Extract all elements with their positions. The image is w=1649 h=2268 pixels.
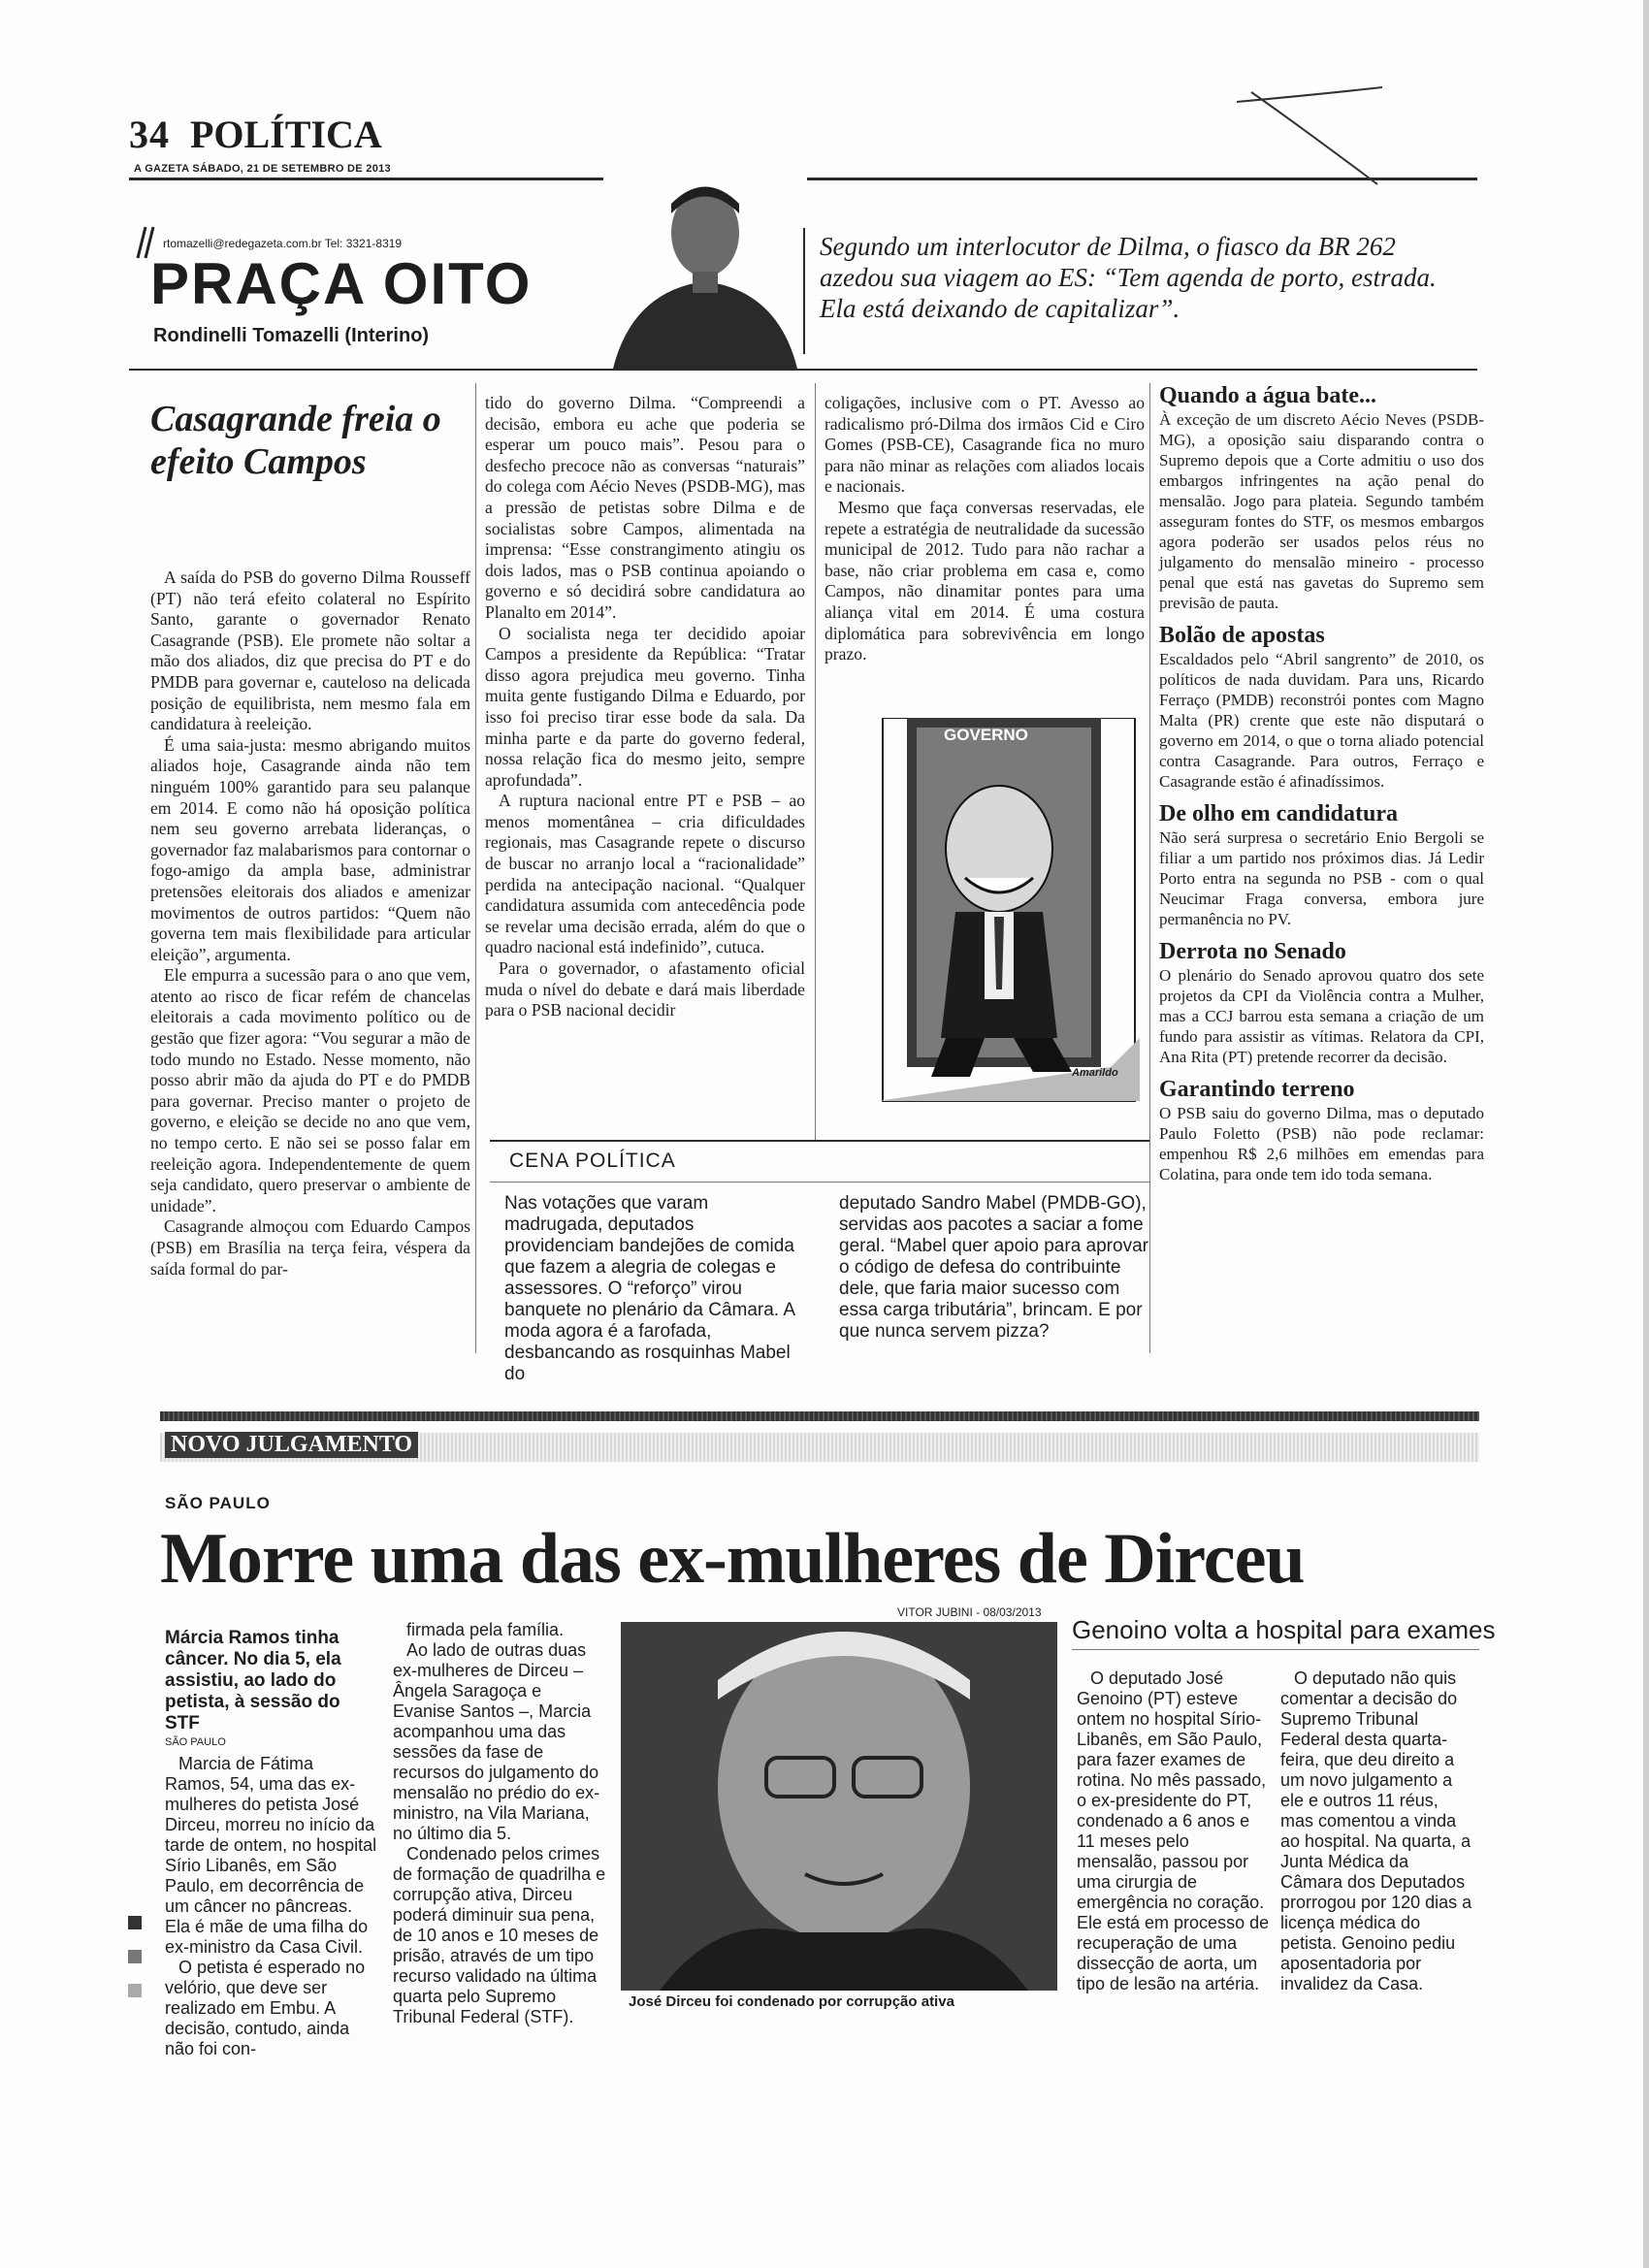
cena-rule	[490, 1182, 1149, 1183]
registration-mark	[128, 1916, 142, 1929]
column-contact: rtomazelli@redegazeta.com.br Tel: 3321-8319	[163, 237, 403, 250]
photo-credit: VITOR JUBINI - 08/03/2013	[897, 1605, 1042, 1619]
sidebar-text: O PSB saiu do governo Dilma, mas o deputado Paulo Foletto (PSB) não pode reclamar: empenhou R$ 2,6 milhões em emendas para Colatina, para onde tem ido toda semana.	[1159, 1104, 1484, 1183]
dirceu-photo	[621, 1622, 1057, 1991]
sidebar-title: Quando a água bate...	[1159, 383, 1377, 408]
paragraph: O socialista nega ter decidido apoiar Campos a presidente da República: “Tratar disso agora prejudica meu governo. Tinha muita gente fustigando Dilma e Eduardo, por isso foi preciso tirar esse bode da sala. Da minha parte e da parte do governo federal, nossa relação fica do mesmo jeito, sempre aprofundada”.	[485, 623, 805, 790]
second-headline: Morre uma das ex-mulheres de Dirceu	[160, 1519, 1305, 1599]
paragraph: coligações, inclusive com o PT. Avesso ao radicalismo pró-Dilma dos irmãos Cid e Ciro Gomes (PSB-CE), Casagrande fica no muro para não minar as relações com aliados locais e nacionais.	[824, 393, 1145, 497]
sidebar-text: À exceção de um discreto Aécio Neves (PSDB-MG), a oposição saiu disparando contra o Supremo depois que a Corte admitiu o uso dos embargos infringentes na ação penal do mensalão. Jogo para plateia. Segundo também asseguram fontes do STF, os mesmos embargos agora poderão ser usados pelos réus no julgamento do mensalão mineiro - processo penal que está nas gavetas do Supremo sem previsão de pauta.	[1159, 410, 1484, 612]
main-col-2	[485, 393, 805, 1021]
paragraph: tido do governo Dilma. “Compreendi a decisão, embora eu ache que poderia se esperar um pouco mais”. Pesou para o desfecho precoce não as conversas “naturais” do colega com Aécio Neves (PSDB-MG), mas a pressão de petistas sobre Dilma e de socialistas sobre Campos, alimentada na imprensa: “Esse constrangimento atingiu os dois lados, mas o PSB continua apoiando o governo e só decidirá sobre candidatura ao Planalto em 2014”.	[485, 393, 805, 622]
column-quote: Segundo um interlocutor de Dilma, o fiasco da BR 262 azedou sua viagem ao ES: “Tem agenda de porto, estrada. Ela está deixando de capitalizar”.	[820, 232, 1437, 323]
sidebar-text: Escaldados pelo “Abril sangrento” de 2010, os políticos de nada duvidam. Para uns, Ricardo Ferraço (PMDB) reconstrói pontes com Magno Malta (PR) crente que este não disputará o governo em 2014, o que o torna aliado potencial contra Casagrande. Para outros, Ferraço e Casagrande estão é afinadíssimos.	[1159, 650, 1484, 791]
cena-col-2: deputado Sandro Mabel (PMDB-GO), servidas aos pacotes a saciar a fome geral. “Mabel quer apoio para aprovar o código de defesa do contribuinte dele, que faria maior sucesso com essa carga tributária”, brincam. E por que nunca servem pizza?	[839, 1193, 1148, 1342]
quote-divider	[803, 228, 805, 354]
paragraph: Marcia de Fátima Ramos, 54, uma das ex-mulheres do petista José Dirceu, morreu no início da tarde de ontem, no hospital Sírio Libanês, em São Paulo, em decorrência de um câncer no pâncreas. Ela é mãe de uma filha do ex-ministro da Casa Civil.	[165, 1754, 377, 1957]
sidebar-title: Derrota no Senado	[1159, 939, 1346, 964]
kicker: NOVO JULGAMENTO	[165, 1432, 418, 1458]
column-header-rule	[129, 369, 1477, 371]
sidebar	[1159, 383, 1484, 1184]
cartoon-signature: Amarildo	[1072, 1067, 1118, 1079]
paragraph: O petista é esperado no velório, que deve ser realizado em Embu. A decisão, contudo, ainda não foi con-	[165, 1958, 366, 2058]
paragraph: Ao lado de outras duas ex-mulheres de Dirceu – Ângela Saragoça e Evanise Santos –, Marcia acompanhou uma das sessões da fase de recursos do julgamento do mensalão no prédio do ex-ministro, na Vila Mariana, no último dia 5.	[393, 1640, 600, 1843]
main-col-3	[824, 393, 1145, 665]
main-col-1	[150, 567, 470, 1280]
paragraph: A ruptura nacional entre PT e PSB – ao menos momentânea – cria dificuldades regionais, mas Casagrande repete o discurso de buscar no arranjo local a “racionalidade” perdida na antecipação nacional. “Qualquer candidatura assumida com antecedência pode se revelar uma decisão errada, além do que o quadro nacional está indefinido”, cutuca.	[485, 791, 805, 957]
column-author: Rondinelli Tomazelli (Interino)	[153, 325, 430, 346]
main-headline: Casagrande freia o efeito Campos	[150, 399, 441, 482]
paragraph: A saída do PSB do governo Dilma Rousseff (PT) não terá efeito colateral no Espírito Santo, garante o governador Renato Casagrande (PSB). Ele promete não soltar a mão dos aliados, diz que precisa do PT e do PMDB para governar e, cauteloso na delicada posição de equilibrista, nem mesmo fala em candidatura à reeleição.	[150, 567, 470, 734]
photo-caption: José Dirceu foi condenado por corrupção ativa	[629, 1993, 954, 2010]
paragraph: É uma saia-justa: mesmo abrigando muitos aliados hoje, Casagrande ainda não tem ninguém 100% garantido para seu palanque em 2014. E como não há oposição política nem seu governo arrebata lideranças, o governador faz malabarismos para contornar o fogo-amigo da ampla base, administrar pretensões eleitorais dos aliados e amenizar movimentos de outros partidos: “Quem não governa tem mais flexibilidade para articular eleição”, argumenta.	[150, 734, 470, 964]
sidebar-title: Bolão de apostas	[1159, 623, 1325, 648]
column-title: PRAÇA OITO	[150, 251, 533, 316]
second-col-2	[393, 1620, 606, 2027]
col-divider	[475, 383, 476, 1353]
sidebar-title: De olho em candidatura	[1159, 801, 1398, 826]
registration-mark	[128, 1950, 142, 1963]
cena-label: CENA POLÍTICA	[509, 1150, 676, 1172]
box-col-1: O deputado José Genoino (PT) esteve ontem no hospital Sírio-Libanês, em São Paulo, para fazer exames de rotina. No mês passado, o ex-presidente do PT, condenado a 6 anos e 11 meses pelo mensalão, passou por uma cirurgia de emergência no coração. Ele está em processo de recuperação de uma dissecção de aorta, um tipo de lesão na artéria.	[1077, 1669, 1270, 1993]
box-rule	[1072, 1649, 1479, 1650]
paragraph: Ele empurra a sucessão para o ano que vem, atento ao risco de ficar refém de chancelas eleitorais a cada movimento político ou de gestão que fizer agora: “Vou segurar a mão de todo mundo no Estado. Nesse momento, não posso abrir mão da ajuda do PT e do PMDB para governar. Preciso manter o projeto de governo, e eleição se decide no ano que vem, no tempo certo. E não sei se posso falar em reeleição agora. Independentemente de quem seja candidato, quero preservar o ambiente de unidade”.	[150, 965, 470, 1215]
paragraph: Para o governador, o afastamento oficial muda o nível do debate e dará mais liberdade para o PSB nacional decidir	[485, 958, 805, 1021]
cena-col-1: Nas votações que varam madrugada, deputados providenciam bandejões de comida que fazem a alegria de colegas e assessores. O “reforço” virou banquete no plenário da Câmara. A moda agora é a farofada, desbancando as rosquinhas Mabel do	[504, 1193, 794, 1384]
deck: Márcia Ramos tinha câncer. No dia 5, ela assistiu, ao lado do petista, à sessão do STF	[165, 1628, 341, 1733]
box-title: Genoino volta a hospital para exames	[1072, 1615, 1496, 1644]
sidebar-divider	[1149, 383, 1150, 1353]
paragraph: Mesmo que faça conversas reservadas, ele repete a estratégia de neutralidade da sucessão municipal de 2012. Tudo para não rachar a base, não criar problema em casa e, como Campos, não dinamitar pontes para uma aliança vital em 2014. É uma costura diplomática para sobrevivência em longo prazo.	[824, 497, 1145, 664]
section-title: POLÍTICA	[190, 113, 382, 156]
cartoon	[878, 718, 1140, 1106]
paper-date: A GAZETA SÁBADO, 21 DE SETEMBRO DE 2013	[134, 163, 391, 175]
registration-mark	[128, 1984, 142, 1997]
page-number: 34	[129, 113, 170, 156]
cartoon-label: GOVERNO	[944, 726, 1028, 744]
box-col-2: O deputado não quis comentar a decisão do Supremo Tribunal Federal desta quarta-feira, que deu direito a um novo julgamento a ele e outros 11 réus, mas comentou a vinda ao hospital. Na quarta, a Junta Médica da Câmara dos Deputados prorrogou por 120 dias a licença médica do petista. Genoino pediu aposentadoria por invalidez da Casa.	[1280, 1669, 1472, 1993]
paragraph: firmada pela família.	[406, 1620, 565, 1639]
pen-mark	[1232, 82, 1387, 189]
byline-city: SÃO PAULO	[165, 1736, 226, 1748]
sidebar-text: Não será surpresa o secretário Enio Bergoli se filiar a um partido nos próximos dias. Já Ledir Porto entra na segunda no PSB - com o qual Neucimar Fraga conversa, embora jure permanência no PV.	[1159, 828, 1484, 928]
sidebar-text: O plenário do Senado aprovou quatro dos sete projetos da CPI da Violência contra a Mulher, mas a CCJ barrou esta semana a criação de um fundo para assistir as vítimas. Relatora da CPI, Ana Rita (PT) pretende recorrer da decisão.	[1159, 966, 1484, 1066]
second-col-1	[165, 1754, 378, 2059]
paragraph: Condenado pelos crimes de formação de quadrilha e corrupção ativa, Dirceu poderá diminuir sua pena, de 10 anos e 10 meses de prisão, através de um tipo recurso validado na última quarta pelo Supremo Tribunal Federal (STF).	[393, 1844, 606, 2026]
cena-rule	[490, 1140, 1149, 1142]
sidebar-title: Garantindo terreno	[1159, 1077, 1355, 1102]
scan-edge	[1643, 0, 1649, 2268]
section-rule	[160, 1411, 1479, 1421]
paragraph: Casagrande almoçou com Eduardo Campos (PSB) em Brasília na terça feira, véspera da saída formal do par-	[150, 1216, 470, 1279]
dateline: SÃO PAULO	[165, 1494, 271, 1512]
col-divider	[815, 383, 816, 1140]
author-photo	[603, 175, 807, 369]
